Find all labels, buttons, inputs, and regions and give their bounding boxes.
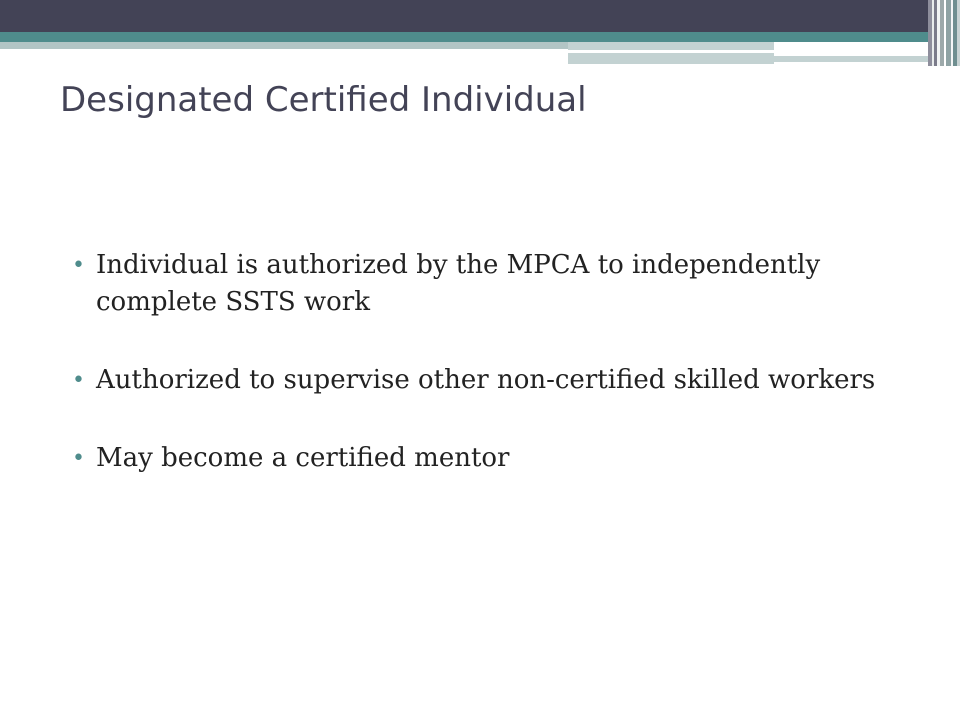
header-band-dark <box>0 0 960 32</box>
header-band-white-line <box>568 50 888 53</box>
header-band-grey-left <box>0 42 568 49</box>
bullet-dot-icon: • <box>72 368 85 393</box>
bullet-dot-icon: • <box>72 446 85 471</box>
header-stripes <box>928 0 960 66</box>
bullet-item <box>72 440 892 477</box>
bullet-text: Authorized to supervise other non-certified skilled workers <box>96 365 876 395</box>
slide-title: Designated Certified Individual <box>60 80 587 120</box>
bullet-text: Individual is authorized by the MPCA to independently complete SSTS work <box>96 250 821 317</box>
bullet-dot-icon: • <box>72 253 85 278</box>
header-band-grey-right <box>774 56 930 62</box>
bullet-item <box>72 362 892 399</box>
bullet-list <box>72 247 892 518</box>
header-band-teal <box>0 32 960 42</box>
bullet-text: May become a certified mentor <box>96 443 510 473</box>
header-band-grey-mid <box>568 42 774 64</box>
bullet-item <box>72 247 892 321</box>
